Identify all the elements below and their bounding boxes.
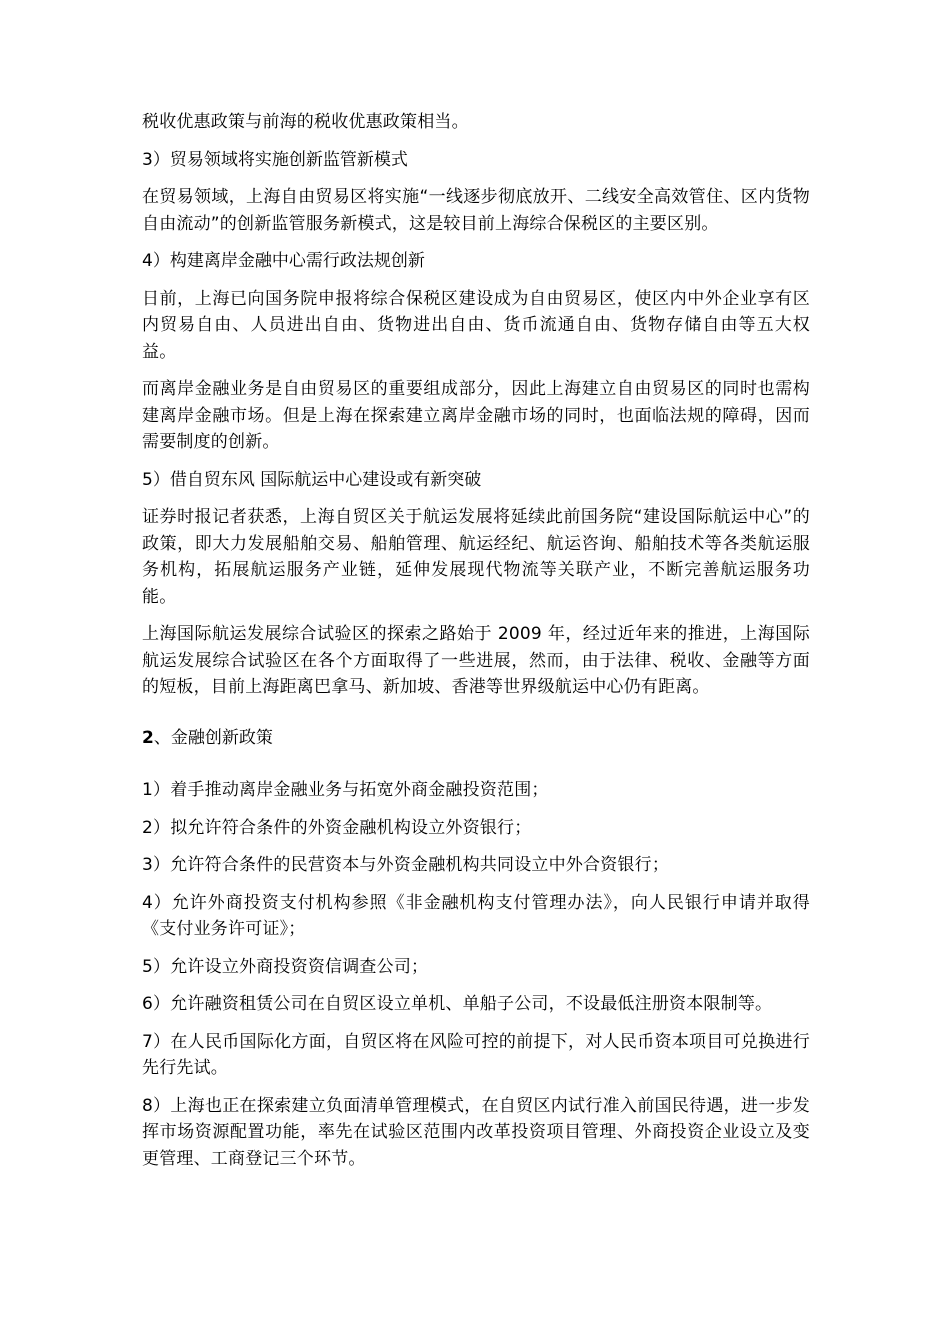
document-page (142, 109, 810, 1183)
paragraph-tax-continued: 税收优惠政策与前海的税收优惠政策相当。 (142, 112, 469, 132)
finance-item-1: 1）着手推动离岸金融业务与拓宽外商金融投资范围； (142, 780, 549, 800)
finance-item-3: 3）允许符合条件的民营资本与外资金融机构共同设立中外合资银行； (142, 855, 670, 875)
heading-shipping: 5）借自贸东风 国际航运中心建设或有新突破 (142, 469, 482, 490)
section-title: 、金融创新政策 (153, 727, 273, 748)
finance-item-4: 4）允许外商投资支付机构参照《非金融机构支付管理办法》，向人民银行申请并取得《支付业务许可证》； (142, 892, 810, 939)
heading-trade: 3）贸易领域将实施创新监管新模式 (142, 149, 408, 170)
finance-item-7: 7）在人民币国际化方面，自贸区将在风险可控的前提下，对人民币资本项目可兑换进行先行先试。 (142, 1031, 810, 1078)
finance-item-2: 2）拟允许符合条件的外资金融机构设立外资银行； (142, 817, 532, 838)
paragraph-offshore-2: 而离岸金融业务是自由贸易区的重要组成部分，因此上海建立自由贸易区的同时也需构建离岸金融市场。但是上海在探索建立离岸金融市场的同时，也面临法规的障碍，因而需要制度的创新。 (142, 379, 810, 452)
finance-item-5: 5）允许设立外商投资资信调查公司； (142, 956, 429, 977)
heading-offshore: 4）构建离岸金融中心需行政法规创新 (142, 251, 425, 271)
section-number: 2 (142, 727, 154, 748)
finance-item-8: 8）上海也正在探索建立负面清单管理模式，在自贸区内试行准入前国民待遇，进一步发挥市场资源配置功能，率先在试验区范围内改革投资项目管理、外商投资企业设立及变更管理、工商登记三个环节。 (142, 1095, 810, 1169)
paragraph-shipping-2: 上海国际航运发展综合试验区的探索之路始于 2009 年，经过近年来的推进，上海国际航运发展综合试验区在各个方面取得了一些进展，然而，由于法律、税收、金融等方面的短板，目前上海距离巴拿马、新加坡、香港等世界级航运中心仍有距离。 (142, 624, 810, 697)
paragraph-shipping-1: 证券时报记者获悉，上海自贸区关于航运发展将延续此前国务院“建设国际航运中心”的政策，即大力发展船舶交易、船舶管理、航运经纪、航运咨询、船舶技术等各类航运服务机构，拓展航运服务产业链，延伸发展现代物流等关联产业，不断完善航运服务功能。 (142, 507, 810, 607)
paragraph-trade: 在贸易领域，上海自由贸易区将实施“一线逐步彻底放开、二线安全高效管住、区内货物自由流动”的创新监管服务新模式，这是较目前上海综合保税区的主要区别。 (142, 187, 810, 234)
section-heading-finance (142, 725, 810, 752)
finance-item-6: 6）允许融资租赁公司在自贸区设立单机、单船子公司，不设最低注册资本限制等。 (142, 994, 773, 1014)
paragraph-offshore-1: 日前，上海已向国务院申报将综合保税区建设成为自由贸易区，使区内中外企业享有区内贸易自由、人员进出自由、货物进出自由、货币流通自由、货物存储自由等五大权益。 (142, 288, 810, 362)
